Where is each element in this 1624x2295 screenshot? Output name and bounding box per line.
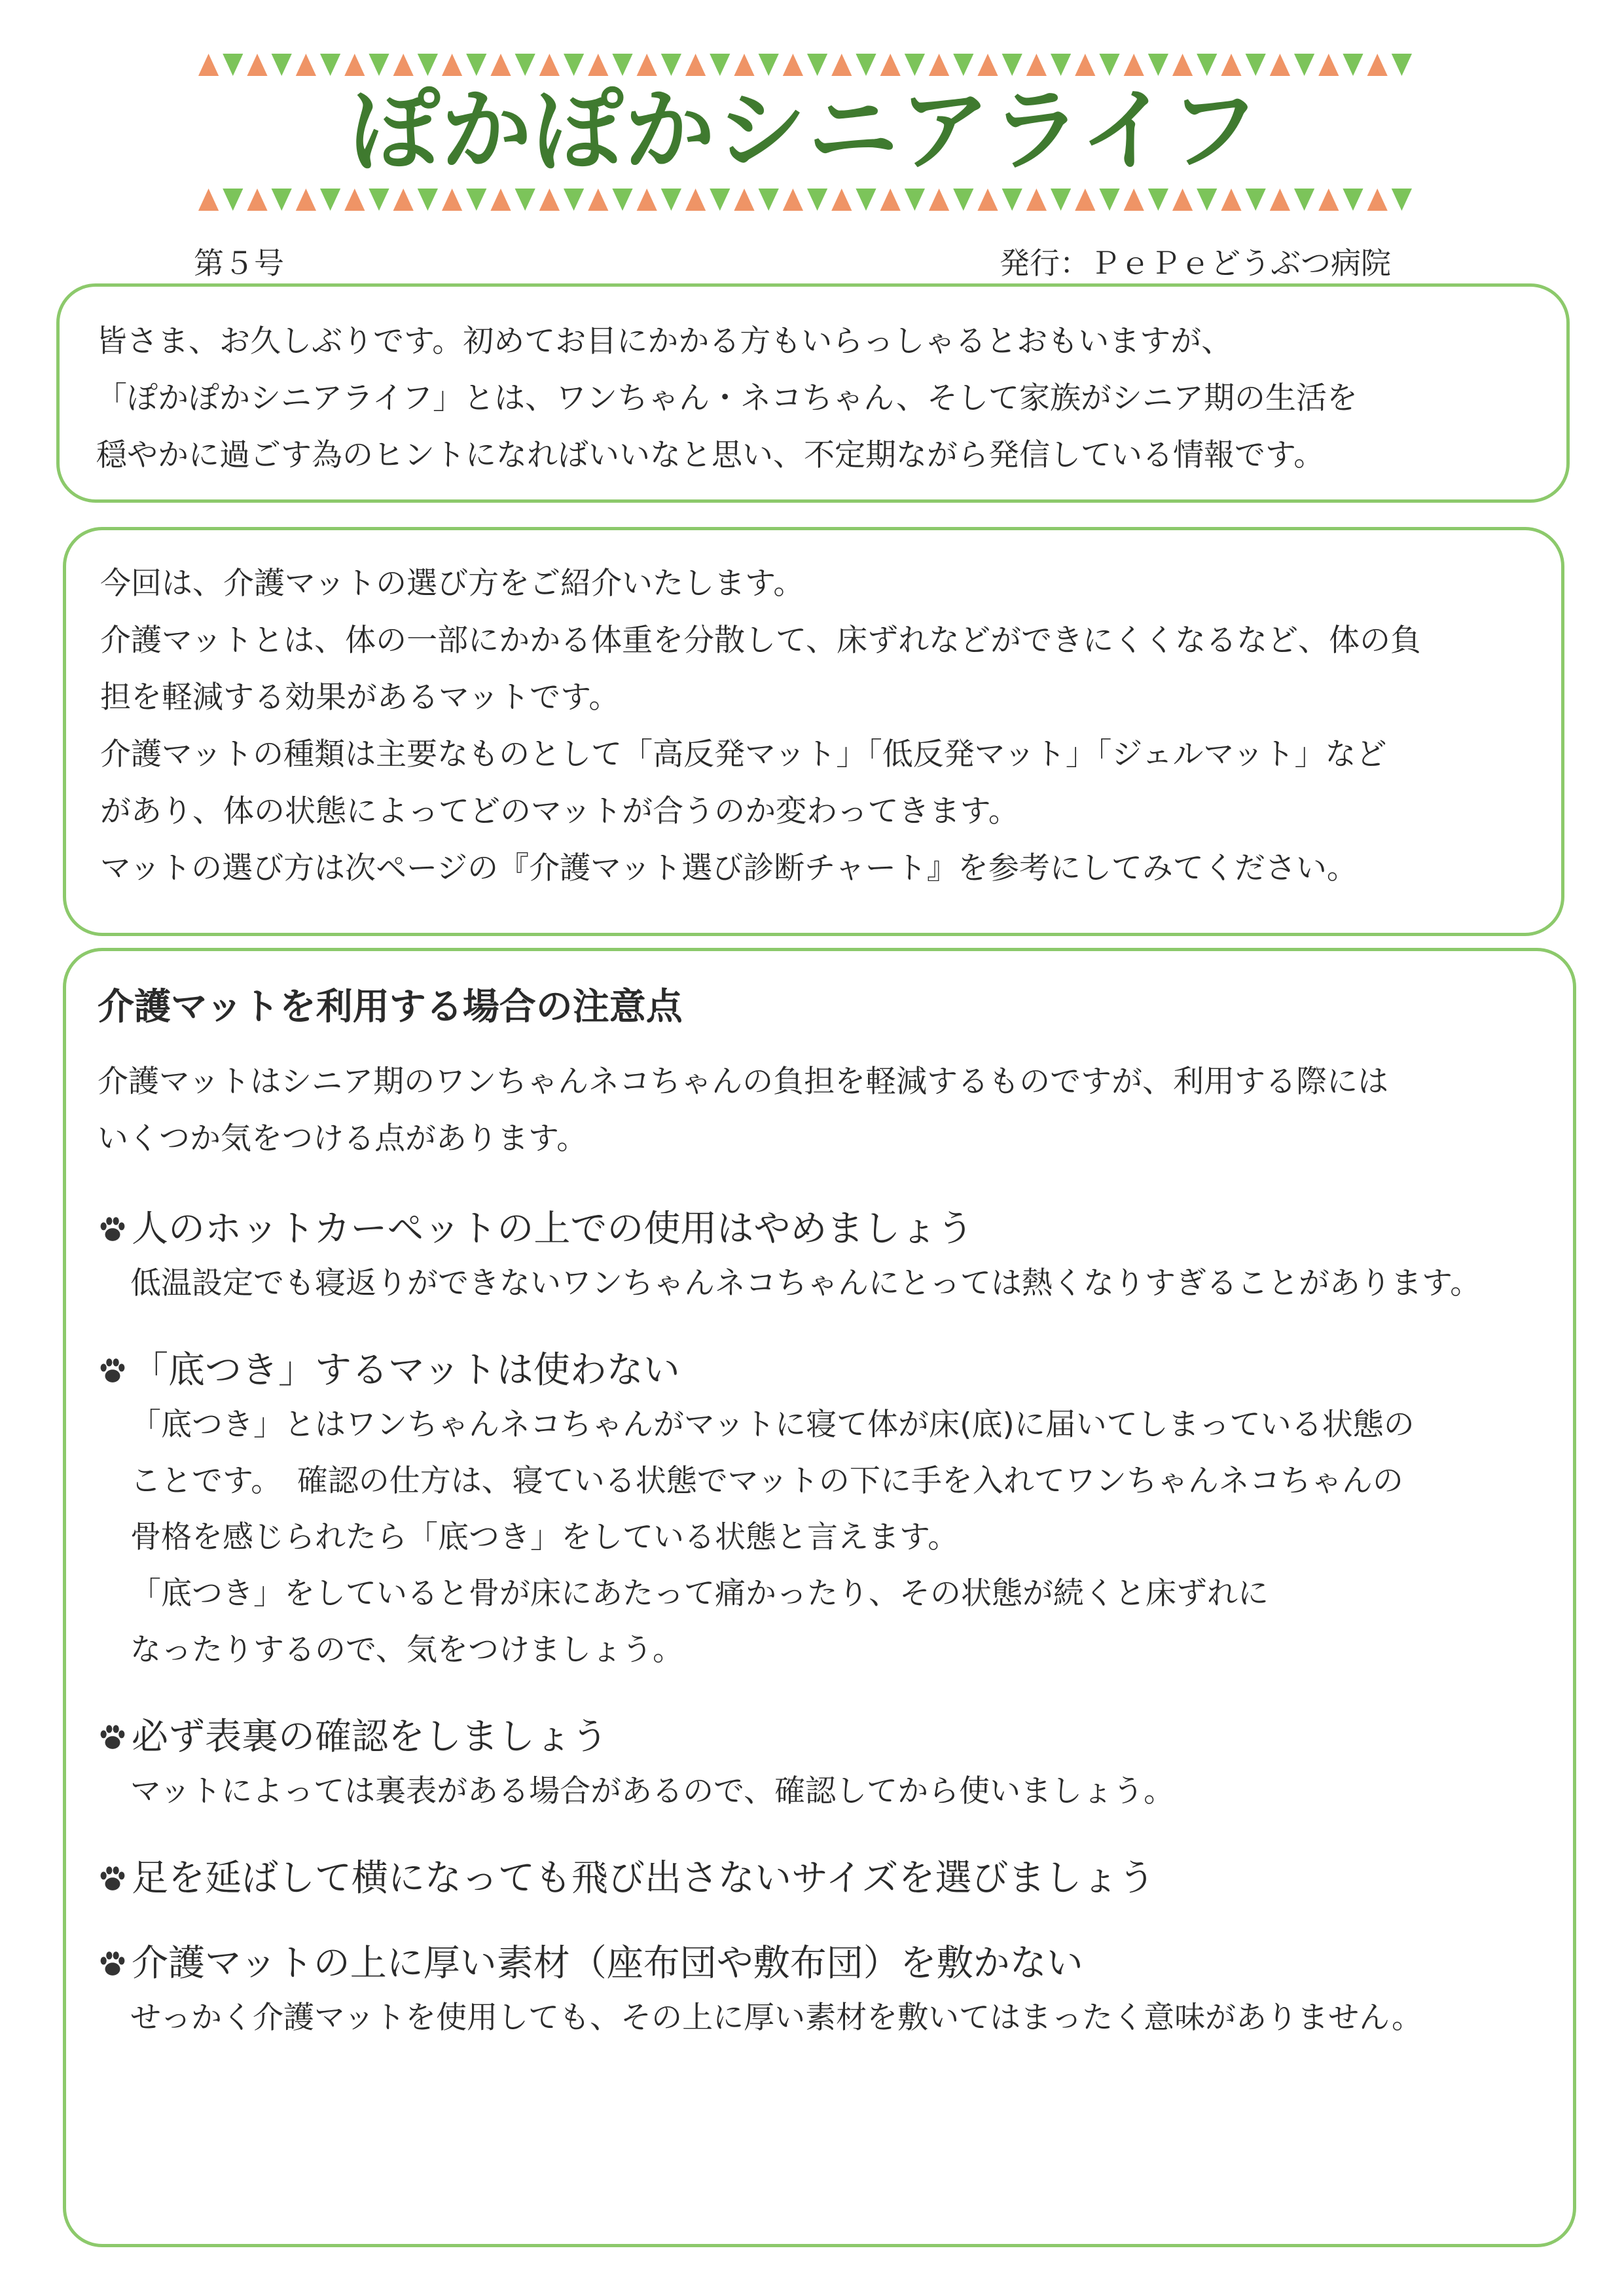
triangle-decoration <box>418 189 438 211</box>
triangle-decoration <box>1172 54 1193 76</box>
triangle-decoration <box>344 54 365 76</box>
triangle-decoration <box>1075 189 1095 211</box>
triangle-decoration <box>1051 189 1071 211</box>
caution-section <box>98 1345 1547 1678</box>
triangle-decoration <box>272 189 292 211</box>
caution-section <box>98 1938 1547 2046</box>
triangle-decoration <box>539 54 560 76</box>
topic-line: 介護マットの種類は主要なものとして「高反発マット」「低反発マット」「ジェルマット」など <box>100 736 1387 772</box>
triangle-decoration <box>1392 189 1412 211</box>
triangle-decoration <box>393 54 414 76</box>
triangle-decoration <box>588 189 608 211</box>
caution-title <box>98 1938 1547 1990</box>
caution-body-line: せっかく介護マットを使用しても、その上に厚い素材を敷いてはまったく意味がありません。 <box>130 2000 1422 2036</box>
triangle-decoration <box>1294 189 1314 211</box>
triangle-decoration <box>320 189 340 211</box>
caution-title <box>98 1852 1547 1905</box>
triangle-decoration <box>759 189 779 211</box>
triangle-decoration <box>564 189 584 211</box>
triangle-decoration <box>247 189 267 211</box>
triangle-decoration <box>223 189 243 211</box>
caution-title-text: 足を延ばして横になっても飛び出さないサイズを選びましょう <box>132 1857 1155 1900</box>
triangle-decoration <box>1318 54 1339 76</box>
caution-section <box>98 1203 1547 1312</box>
triangle-decoration <box>1026 54 1047 76</box>
triangle-decoration <box>588 54 608 76</box>
triangle-decoration <box>1002 189 1022 211</box>
triangle-decoration <box>1124 189 1144 211</box>
triangle-decoration <box>296 54 316 76</box>
caution-title-text: 人のホットカーペットの上での使用はやめましょう <box>132 1208 974 1250</box>
triangle-decoration <box>880 189 901 211</box>
intro-box <box>56 283 1570 503</box>
triangle-decoration <box>661 189 681 211</box>
triangle-decoration <box>1026 189 1047 211</box>
triangle-decoration <box>539 189 560 211</box>
publisher: 発行：ＰｅＰｅどうぶつ病院 <box>1000 245 1391 281</box>
triangle-decoration <box>831 189 852 211</box>
cautions-box <box>63 948 1576 2247</box>
triangle-decoration <box>344 189 365 211</box>
triangle-decoration <box>807 189 827 211</box>
triangle-decoration <box>369 189 389 211</box>
caution-title-text: 必ず表裏の確認をしましょう <box>132 1716 608 1758</box>
triangle-decoration <box>1221 54 1241 76</box>
paw-icon <box>98 1722 128 1752</box>
paw-icon <box>98 1356 128 1386</box>
triangle-decoration <box>1148 189 1168 211</box>
intro-line: 穏やかに過ごす為のヒントになればいいなと思い、不定期ながら発信している情報です。 <box>96 437 1325 473</box>
triangle-decoration <box>564 54 584 76</box>
triangle-decoration <box>490 54 511 76</box>
triangle-decoration <box>953 189 973 211</box>
topic-line: マットの選び方は次ページの『介護マット選び診断チャート』を参考にしてみてください。 <box>100 850 1358 886</box>
triangle-decoration <box>393 189 414 211</box>
triangle-decoration <box>1197 54 1217 76</box>
caution-title <box>98 1345 1547 1397</box>
caution-body-line: 「底つき」とはワンちゃんネコちゃんがマットに寝て体が床(底)に届いてしまっている状態の <box>130 1407 1415 1443</box>
caution-body-line: 骨格を感じられたら「底つき」をしている状態と言えます。 <box>130 1519 959 1555</box>
caution-title <box>98 1203 1547 1256</box>
intro-line: 皆さま、お久しぶりです。初めてお目にかかる方もいらっしゃるとおもいますが、 <box>96 323 1233 359</box>
caution-title <box>98 1711 1547 1763</box>
triangle-decoration <box>856 54 876 76</box>
triangle-border-top <box>196 51 1414 77</box>
triangle-decoration <box>320 54 340 76</box>
triangle-decoration <box>661 54 681 76</box>
triangle-decoration <box>1270 189 1290 211</box>
cautions-intro-line: 介護マットはシニア期のワンちゃんネコちゃんの負担を軽減するものですが、利用する際には <box>98 1064 1389 1100</box>
triangle-decoration <box>612 54 632 76</box>
triangle-decoration <box>1051 54 1071 76</box>
caution-body-line: なったりするので、気をつけましょう。 <box>130 1632 684 1668</box>
topic-line: 今回は、介護マットの選び方をご紹介いたします。 <box>100 566 804 602</box>
triangle-decoration <box>1343 54 1363 76</box>
paw-icon <box>98 1949 128 1979</box>
triangle-decoration <box>929 54 949 76</box>
triangle-decoration <box>1197 189 1217 211</box>
triangle-decoration <box>1294 54 1314 76</box>
triangle-decoration <box>710 54 730 76</box>
triangle-decoration <box>783 189 803 211</box>
triangle-decoration <box>1148 54 1168 76</box>
triangle-decoration <box>418 54 438 76</box>
triangle-decoration <box>637 189 657 211</box>
triangle-decoration <box>490 189 511 211</box>
triangle-decoration <box>1221 189 1241 211</box>
triangle-border-bottom <box>196 186 1414 212</box>
issue-number: 第５号 <box>194 245 284 281</box>
triangle-decoration <box>685 189 706 211</box>
triangle-decoration <box>953 54 973 76</box>
triangle-decoration <box>272 54 292 76</box>
topic-line: 介護マットとは、体の一部にかかる体重を分散して、床ずれなどができにくくなるなど、体の負 <box>100 623 1422 659</box>
triangle-decoration <box>1172 189 1193 211</box>
triangle-decoration <box>1246 54 1266 76</box>
triangle-decoration <box>1367 54 1388 76</box>
triangle-decoration <box>856 189 876 211</box>
triangle-decoration <box>1246 189 1266 211</box>
triangle-decoration <box>442 189 462 211</box>
triangle-decoration <box>831 54 852 76</box>
triangle-decoration <box>1318 189 1339 211</box>
triangle-decoration <box>783 54 803 76</box>
triangle-decoration <box>247 54 267 76</box>
paw-icon <box>98 1864 128 1894</box>
triangle-decoration <box>905 54 925 76</box>
triangle-decoration <box>977 189 998 211</box>
topic-box <box>63 527 1564 936</box>
caution-section <box>98 1711 1547 1820</box>
caution-title-text: 介護マットの上に厚い素材（座布団や敷布団）を敷かない <box>132 1942 1083 1985</box>
triangle-decoration <box>1343 189 1363 211</box>
topic-line: 担を軽減する効果があるマットです。 <box>100 679 620 715</box>
triangle-decoration <box>198 54 219 76</box>
triangle-decoration <box>223 54 243 76</box>
triangle-decoration <box>685 54 706 76</box>
paw-icon <box>98 1214 128 1244</box>
caution-section <box>98 1852 1547 1905</box>
triangle-decoration <box>1002 54 1022 76</box>
triangle-decoration <box>612 189 632 211</box>
triangle-decoration <box>1367 189 1388 211</box>
triangle-decoration <box>1270 54 1290 76</box>
triangle-decoration <box>637 54 657 76</box>
triangle-decoration <box>807 54 827 76</box>
triangle-decoration <box>905 189 925 211</box>
triangle-decoration <box>515 54 535 76</box>
triangle-decoration <box>442 54 462 76</box>
triangle-decoration <box>198 189 219 211</box>
triangle-decoration <box>515 189 535 211</box>
caution-body-line: 「底つき」をしていると骨が床にあたって痛かったり、その状態が続くと床ずれに <box>130 1576 1269 1612</box>
triangle-decoration <box>1392 54 1412 76</box>
cautions-heading: 介護マットを利用する場合の注意点 <box>98 986 683 1028</box>
cautions-intro-line: いくつか気をつける点があります。 <box>98 1121 588 1157</box>
caution-body-line: マットによっては裏表がある場合があるので、確認してから使いましょう。 <box>130 1773 1175 1809</box>
triangle-decoration <box>734 189 754 211</box>
triangle-decoration <box>710 189 730 211</box>
cautions-intro <box>98 1053 1547 1167</box>
caution-body-line: 低温設定でも寝返りができないワンちゃんネコちゃんにとっては熱くなりすぎることがあります。 <box>130 1265 1481 1301</box>
caution-body-line: ことです。 確認の仕方は、寝ている状態でマットの下に手を入れてワンちゃんネコちゃんの <box>130 1463 1403 1499</box>
triangle-decoration <box>929 189 949 211</box>
triangle-decoration <box>1124 54 1144 76</box>
triangle-decoration <box>466 54 486 76</box>
triangle-decoration <box>369 54 389 76</box>
triangle-decoration <box>977 54 998 76</box>
triangle-decoration <box>466 189 486 211</box>
triangle-decoration <box>1099 189 1119 211</box>
caution-title-text: 「底つき」するマットは使わない <box>132 1349 680 1392</box>
triangle-decoration <box>880 54 901 76</box>
intro-line: 「ぽかぽかシニアライフ」とは、ワンちゃん・ネコちゃん、そして家族がシニア期の生活を <box>96 380 1358 416</box>
triangle-decoration <box>759 54 779 76</box>
triangle-decoration <box>1099 54 1119 76</box>
triangle-decoration <box>296 189 316 211</box>
triangle-decoration <box>734 54 754 76</box>
topic-line: があり、体の状態によってどのマットが合うのか変わってきます。 <box>100 793 1019 829</box>
triangle-decoration <box>1075 54 1095 76</box>
page-title: ぽかぽかシニアライフ <box>350 78 1261 183</box>
